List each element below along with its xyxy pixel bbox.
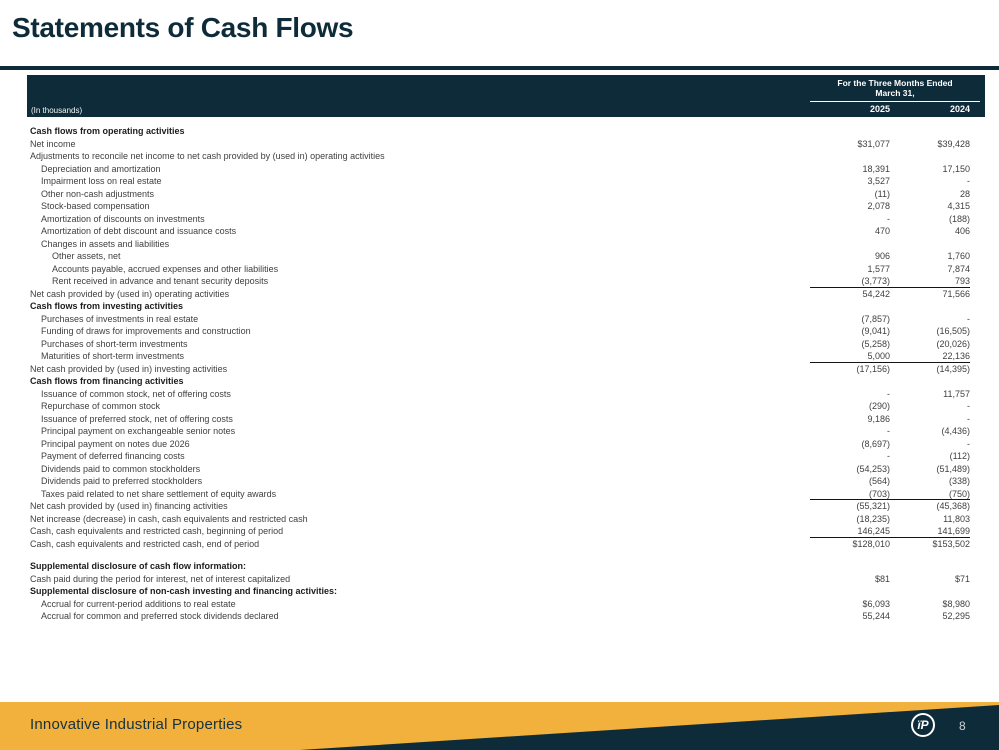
value-2025: (11) bbox=[874, 188, 890, 199]
row-label: Cash paid during the period for interest, net of interest capitalized bbox=[30, 573, 291, 584]
value-2025: (55,321) bbox=[856, 501, 890, 511]
row-values bbox=[810, 362, 970, 375]
row-label: Accounts payable, accrued expenses and other liabilities bbox=[52, 263, 279, 274]
row-label: Dividends paid to common stockholders bbox=[41, 463, 201, 474]
value-2025: 9,186 bbox=[867, 413, 890, 424]
row-label: Cash flows from investing activities bbox=[30, 301, 184, 311]
value-2024: - bbox=[967, 176, 970, 186]
year-header-spacer bbox=[970, 104, 980, 114]
table-row bbox=[27, 349, 985, 362]
value-2025: (5,258) bbox=[861, 338, 890, 349]
table-row bbox=[27, 312, 985, 325]
table-row bbox=[27, 249, 985, 262]
value-2024: 793 bbox=[954, 276, 970, 286]
row-label: Cash, cash equivalents and restricted cash, beginning of period bbox=[30, 526, 284, 536]
column-header-2025: 2025 bbox=[869, 104, 890, 114]
value-2024: (20,026) bbox=[936, 338, 970, 349]
row-label: Issuance of preferred stock, net of offering costs bbox=[41, 413, 233, 424]
value-2025: - bbox=[887, 451, 890, 461]
value-2024: 71,566 bbox=[942, 288, 970, 299]
row-label: Rent received in advance and tenant security deposits bbox=[52, 276, 269, 286]
row-label: Stock-based compensation bbox=[41, 201, 150, 211]
value-2024: (14,395) bbox=[936, 363, 970, 374]
row-values bbox=[810, 389, 970, 400]
value-2025: $31,077 bbox=[857, 138, 890, 149]
row-values bbox=[810, 326, 970, 337]
row-values bbox=[810, 401, 970, 412]
row-label: Cash flows from operating activities bbox=[30, 126, 185, 136]
row-label: Purchases of investments in real estate bbox=[41, 313, 199, 324]
value-2024: (188) bbox=[948, 213, 970, 224]
row-values bbox=[810, 139, 970, 150]
table-row bbox=[27, 387, 985, 400]
row-label: Cash flows from financing activities bbox=[30, 376, 184, 386]
value-2025: (17,156) bbox=[856, 363, 890, 374]
table-row bbox=[27, 609, 985, 622]
row-values bbox=[810, 189, 970, 200]
row-values bbox=[810, 176, 970, 187]
row-label: Amortization of discounts on investments bbox=[41, 213, 205, 224]
value-2024: (51,489) bbox=[936, 463, 970, 474]
value-2025: 5,000 bbox=[867, 351, 890, 361]
row-values bbox=[810, 414, 970, 425]
value-2024: - bbox=[967, 313, 970, 324]
table-row bbox=[27, 149, 985, 162]
value-2025: 54,242 bbox=[862, 288, 890, 299]
value-2024: - bbox=[967, 413, 970, 424]
row-label: Net income bbox=[30, 138, 76, 149]
value-2024: (16,505) bbox=[936, 326, 970, 336]
value-2025: - bbox=[887, 426, 890, 436]
value-2025: (7,857) bbox=[861, 313, 890, 324]
value-2025: 55,244 bbox=[862, 611, 890, 621]
row-values bbox=[810, 214, 970, 225]
row-values bbox=[810, 514, 970, 525]
row-values bbox=[810, 476, 970, 487]
value-2024: 11,803 bbox=[943, 513, 970, 524]
row-values bbox=[810, 526, 970, 537]
table-row bbox=[27, 237, 985, 250]
table-row bbox=[27, 199, 985, 212]
table-row bbox=[27, 324, 985, 337]
row-label: Depreciation and amortization bbox=[41, 163, 161, 174]
table-header-bar bbox=[27, 75, 985, 117]
value-2024: (4,436) bbox=[941, 426, 970, 436]
row-values bbox=[810, 464, 970, 475]
value-2025: 906 bbox=[874, 251, 890, 261]
page-number: 8 bbox=[959, 719, 966, 733]
value-2024: 7,874 bbox=[947, 263, 970, 274]
value-2025: - bbox=[887, 388, 890, 399]
table-row bbox=[27, 572, 985, 585]
period-header-line1: For the Three Months Ended bbox=[837, 78, 953, 88]
row-values bbox=[810, 201, 970, 212]
row-values bbox=[810, 287, 970, 300]
value-2024: 1,760 bbox=[947, 251, 970, 261]
row-label: Taxes paid related to net share settlement of equity awards bbox=[41, 488, 277, 499]
row-values bbox=[810, 439, 970, 450]
column-header-2024: 2024 bbox=[949, 104, 970, 114]
row-values bbox=[810, 489, 970, 500]
page-title: Statements of Cash Flows bbox=[12, 12, 354, 43]
period-header-line2: March 31, bbox=[875, 88, 915, 98]
value-2024: 406 bbox=[954, 226, 970, 236]
value-2025: - bbox=[887, 213, 890, 224]
row-label: Net increase (decrease) in cash, cash equivalents and restricted cash bbox=[30, 513, 308, 524]
row-values bbox=[810, 251, 970, 262]
value-2025: (18,235) bbox=[856, 513, 890, 524]
value-2024: 11,757 bbox=[943, 388, 970, 399]
value-2025: 1,577 bbox=[867, 263, 890, 274]
row-label: Repurchase of common stock bbox=[41, 401, 161, 411]
title-divider bbox=[0, 66, 999, 70]
value-2024: (750) bbox=[948, 488, 970, 499]
row-label: Supplemental disclosure of cash flow information: bbox=[30, 561, 247, 571]
row-values bbox=[810, 164, 970, 175]
value-2024: - bbox=[967, 438, 970, 449]
company-logo-icon: ïP bbox=[911, 713, 935, 737]
value-2025: 18,391 bbox=[862, 163, 890, 174]
table-row bbox=[27, 274, 985, 287]
table-row bbox=[27, 162, 985, 175]
value-2025: 2,078 bbox=[867, 201, 890, 211]
value-2025: (564) bbox=[868, 476, 890, 486]
value-2025: $6,093 bbox=[862, 598, 890, 609]
row-label: Dividends paid to preferred stockholders bbox=[41, 476, 203, 486]
row-label: Net cash provided by (used in) investing activities bbox=[30, 363, 228, 374]
table-row bbox=[27, 337, 985, 350]
row-label: Purchases of short-term investments bbox=[41, 338, 188, 349]
table-row bbox=[27, 412, 985, 425]
row-values bbox=[810, 611, 970, 622]
value-2024: $153,502 bbox=[932, 538, 970, 549]
value-2025: $81 bbox=[874, 573, 890, 584]
value-2025: (703) bbox=[868, 488, 890, 499]
row-values bbox=[810, 264, 970, 275]
table-row bbox=[27, 212, 985, 225]
table-row bbox=[27, 299, 985, 312]
table-row bbox=[27, 437, 985, 450]
table-row bbox=[27, 187, 985, 200]
table-row bbox=[27, 512, 985, 525]
value-2024: - bbox=[967, 401, 970, 411]
value-2024: (45,368) bbox=[936, 501, 970, 511]
row-values bbox=[810, 276, 970, 287]
row-label: Other assets, net bbox=[52, 251, 121, 261]
value-2025: 3,527 bbox=[867, 176, 890, 186]
value-2025: (54,253) bbox=[856, 463, 890, 474]
value-2024: (338) bbox=[948, 476, 970, 486]
table-row bbox=[27, 174, 985, 187]
row-values bbox=[810, 599, 970, 610]
table-row bbox=[27, 474, 985, 487]
row-label: Principal payment on exchangeable senior notes bbox=[41, 426, 236, 436]
value-2025: $128,010 bbox=[852, 538, 890, 549]
row-label: Net cash provided by (used in) financing activities bbox=[30, 501, 228, 511]
year-header-row bbox=[810, 104, 980, 114]
value-2024: 52,295 bbox=[942, 611, 970, 621]
row-values bbox=[810, 351, 970, 362]
table-row bbox=[27, 424, 985, 437]
row-label: Principal payment on notes due 2026 bbox=[41, 438, 190, 449]
value-2025: (9,041) bbox=[861, 326, 890, 336]
row-values bbox=[810, 339, 970, 350]
value-2024: $8,980 bbox=[942, 598, 970, 609]
value-2024: 17,150 bbox=[942, 163, 970, 174]
value-2025: (8,697) bbox=[861, 438, 890, 449]
row-label: Funding of draws for improvements and construction bbox=[41, 326, 251, 336]
value-2024: 141,699 bbox=[937, 526, 970, 536]
value-2025: (3,773) bbox=[861, 276, 890, 286]
in-thousands-label: (In thousands) bbox=[31, 106, 83, 115]
period-header bbox=[810, 78, 980, 114]
table-row bbox=[27, 559, 985, 572]
value-2025: 146,245 bbox=[857, 526, 890, 536]
footer-company-name: Innovative Industrial Properties bbox=[30, 716, 243, 733]
value-2025: 470 bbox=[874, 226, 890, 236]
table-row bbox=[27, 137, 985, 150]
table-row bbox=[27, 287, 985, 300]
table-row bbox=[27, 224, 985, 237]
value-2025: (290) bbox=[868, 401, 890, 411]
row-label: Changes in assets and liabilities bbox=[41, 238, 170, 249]
table-row bbox=[27, 362, 985, 375]
table-row bbox=[27, 262, 985, 275]
value-2024: (112) bbox=[949, 451, 970, 461]
value-2024: 28 bbox=[959, 188, 970, 199]
row-values bbox=[810, 574, 970, 585]
row-label: Supplemental disclosure of non-cash investing and financing activities: bbox=[30, 586, 338, 596]
table-row bbox=[27, 584, 985, 597]
row-values bbox=[810, 314, 970, 325]
row-label: Impairment loss on real estate bbox=[41, 176, 162, 186]
row-values bbox=[810, 426, 970, 437]
table-row bbox=[27, 399, 985, 412]
row-label: Accrual for current-period additions to real estate bbox=[41, 598, 236, 609]
table-row bbox=[27, 499, 985, 512]
row-label: Amortization of debt discount and issuance costs bbox=[41, 226, 237, 236]
table-row bbox=[27, 487, 985, 500]
period-header-text bbox=[810, 78, 980, 102]
row-label: Accrual for common and preferred stock dividends declared bbox=[41, 611, 279, 621]
row-label: Issuance of common stock, net of offering costs bbox=[41, 388, 231, 399]
row-values bbox=[810, 451, 970, 462]
table-row bbox=[27, 449, 985, 462]
value-2024: $71 bbox=[954, 573, 970, 584]
row-values bbox=[810, 499, 970, 512]
value-2024: 22,136 bbox=[942, 351, 970, 361]
cash-flow-table-body bbox=[27, 124, 985, 622]
row-label: Cash, cash equivalents and restricted cash, end of period bbox=[30, 538, 260, 549]
table-row bbox=[27, 374, 985, 387]
row-label: Net cash provided by (used in) operating activities bbox=[30, 288, 230, 299]
value-2024: 4,315 bbox=[947, 201, 970, 211]
value-2024: $39,428 bbox=[937, 138, 970, 149]
row-label: Other non-cash adjustments bbox=[41, 188, 155, 199]
row-values bbox=[810, 226, 970, 237]
row-label: Adjustments to reconcile net income to net cash provided by (used in) operating activities bbox=[30, 151, 385, 161]
table-row bbox=[27, 462, 985, 475]
row-label: Maturities of short-term investments bbox=[41, 351, 185, 361]
row-label: Payment of deferred financing costs bbox=[41, 451, 185, 461]
table-row bbox=[27, 524, 985, 537]
row-values bbox=[810, 537, 970, 550]
table-row bbox=[27, 537, 985, 550]
table-row bbox=[27, 597, 985, 610]
table-row bbox=[27, 124, 985, 137]
